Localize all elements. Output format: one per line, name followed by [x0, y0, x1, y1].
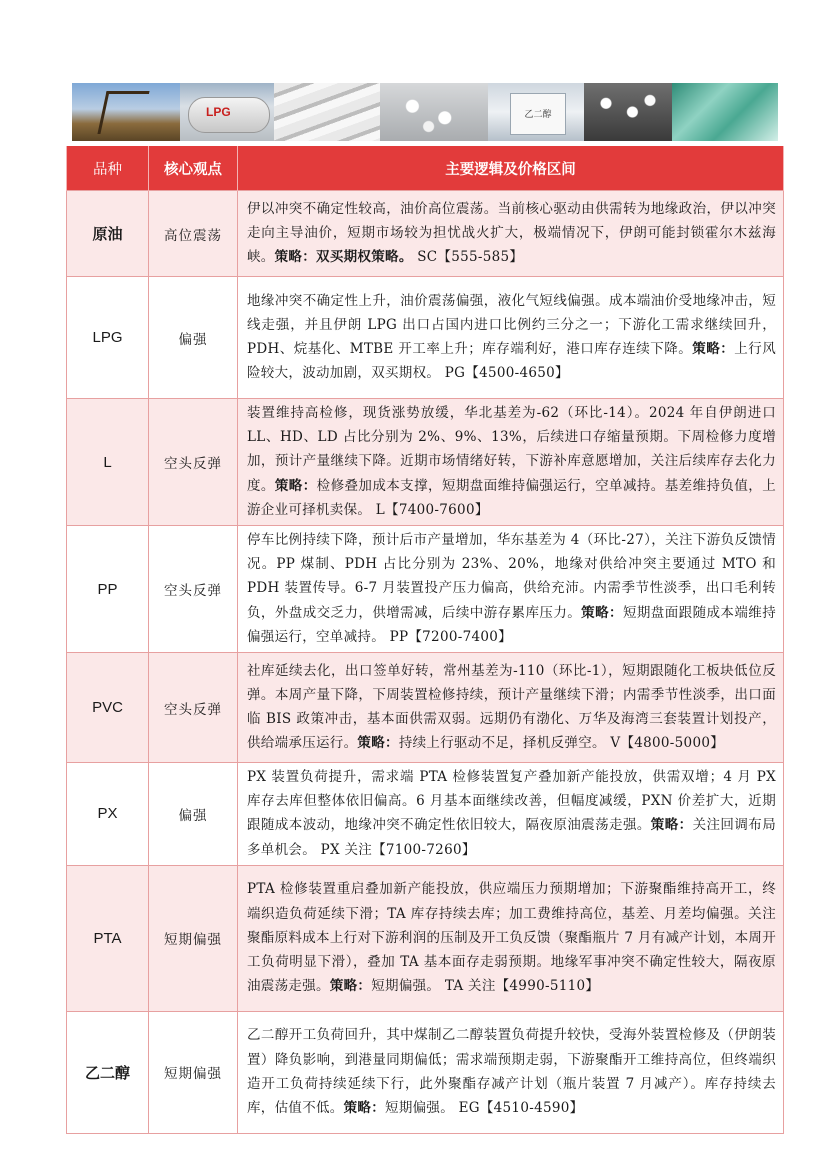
- price-range: V【4800-5000】: [610, 735, 725, 752]
- strategy-label: 策略：: [357, 735, 399, 752]
- product-cell: 原油: [67, 191, 149, 277]
- logic-text: 伊以冲突不确定性较高，油价高位震荡。当前核心驱动由供需转为地缘政治，伊以冲突走向主导油价，短期市场较为担忧战火扩大，极端情况下，伊朗可能封锁霍尔木兹海峡。: [247, 200, 776, 266]
- price-range: SC【555-585】: [417, 249, 524, 266]
- logic-cell: [238, 526, 784, 653]
- strategy-label: 策略：: [650, 817, 693, 834]
- ethylene-glycol-bag-image: [488, 83, 584, 141]
- table-row: [67, 865, 784, 1011]
- table-row: [67, 399, 784, 526]
- price-range: EG【4510-4590】: [458, 1100, 584, 1117]
- strategy-label: 策略：: [274, 477, 317, 494]
- product-cell: PP: [67, 526, 149, 653]
- core-view-cell: 空头反弹: [149, 653, 238, 763]
- strategy-text: 双买期权策略。: [316, 249, 413, 266]
- strategy-text: 上行风险较大，波动加剧，双买期权。: [247, 341, 776, 382]
- price-range: TA 关注【4990-5110】: [444, 978, 600, 995]
- table-row: [67, 653, 784, 763]
- core-view-cell: 空头反弹: [149, 526, 238, 653]
- header-logic-range: 主要逻辑及价格区间: [238, 146, 784, 191]
- core-view-cell: 高位震荡: [149, 191, 238, 277]
- product-cell: LPG: [67, 277, 149, 399]
- table-row: [67, 1011, 784, 1133]
- strategy-label: 策略：: [692, 341, 735, 357]
- logic-cell: [238, 865, 784, 1011]
- strategy-label: 策略：: [329, 978, 372, 995]
- logic-cell: [238, 277, 784, 399]
- header-product: 品种: [67, 146, 149, 191]
- strategy-label: 策略：: [343, 1100, 386, 1117]
- logic-text: 社库延续去化，出口签单好转，常州基差为-110（环比-1），短期跟随化工板块低位反弹。本周产量下降，下周装置检修持续，预计产量继续下滑；内需季节性淡季，出口面临 BIS 政策冲击，基本面供需双弱。远期仍有渤化、万华及海湾三套装置计划投产，供给端承压运行。: [247, 662, 776, 752]
- strategy-text: 持续上行驱动不足，择机反弹空。: [398, 735, 606, 752]
- table-header-row: [67, 146, 784, 191]
- logic-text: 地缘冲突不确定性上升，油价震荡偏强，液化气短线偏强。成本端油价受地缘冲击，短线走强，并且伊朗 LPG 出口占国内进口比例约三分之一；下游化工需求继续回升，PDH、烷基化、MTBE 开工率上升；库存端利好，港口库存连续下降。: [247, 292, 776, 357]
- core-view-cell: 空头反弹: [149, 399, 238, 526]
- logic-text: PX 装置负荷提升，需求端 PTA 检修装置复产叠加新产能投放，供需双增；4 月 PX 库存去库但整体依旧偏高。6 月基本面继续改善，但幅度减缓，PXN 价差扩大，近期跟随成本波动，地缘冲突不确定性依旧较大，隔夜原油震荡走强。: [247, 769, 776, 834]
- logic-cell: [238, 763, 784, 866]
- strategy-text: 关注回调布局多单机会。: [247, 817, 776, 858]
- bag-label: 乙二醇: [510, 93, 566, 135]
- product-cell: PVC: [67, 653, 149, 763]
- plastic-pellets-image: [380, 83, 488, 141]
- price-range: L【7400-7600】: [375, 501, 489, 518]
- strategy-text: 短期偏强。: [371, 978, 441, 995]
- glass-sheets-image: [672, 83, 778, 141]
- product-cell: 乙二醇: [67, 1011, 149, 1133]
- price-range: PP【7200-7400】: [389, 628, 512, 645]
- logic-text: PTA 检修装置重启叠加新产能投放，供应端压力预期增加；下游聚酯维持高开工，终端织造负荷延续下滑；TA 库存持续去库；加工费维持高位，基差、月差均偏强。关注聚酯原料成本上行对下游利润的压制及开工负反馈（聚酯瓶片 7 月有减产计划，本周开工负荷明显下滑），叠加 TA 基本面存走弱预期。地缘军事冲突不确定性较大，隔夜原油震荡走强。: [247, 881, 776, 995]
- price-range: PG【4500-4650】: [444, 365, 569, 382]
- table-row: [67, 277, 784, 399]
- core-view-cell: 偏强: [149, 277, 238, 399]
- white-granules-image: [584, 83, 672, 141]
- header-banner: [72, 83, 778, 141]
- table-row: [67, 763, 784, 866]
- core-view-cell: 偏强: [149, 763, 238, 866]
- strategy-text: 检修叠加成本支撑，短期盘面维持偏强运行，空单减持。基差维持负值，上游企业可择机卖保。: [247, 477, 776, 518]
- oil-derrick-image: [72, 83, 180, 141]
- lpg-tank-image: [180, 83, 274, 141]
- table-row: [67, 526, 784, 653]
- header-core-view: 核心观点: [149, 146, 238, 191]
- logic-text: 乙二醇开工负荷回升，其中煤制乙二醇装置负荷提升较快，受海外装置检修及（伊朗装置）降负影响，到港量同期偏低；需求端预期走弱，下游聚酯开工维持高位，但终端织造开工负荷持续延续下行，此外聚酯存减产计划（瓶片装置 7 月减产）。库存持续去库，估值不低。: [247, 1027, 776, 1117]
- logic-cell: [238, 653, 784, 763]
- logic-text: 停车比例持续下降，预计后市产量增加，华东基差为 4（环比-27），关注下游负反馈情况。PP 煤制、PDH 占比分别为 23%、20%，地缘对供给冲突主要通过 MTO 和 PDH 装置传导。6-7 月装置投产压力偏高，供给充沛。内需季节性淡季，出口毛利转负，外盘成交乏力，供增需减，后续中游存累库压力。: [247, 532, 776, 621]
- product-cell: PTA: [67, 865, 149, 1011]
- logic-text: 装置维持高检修，现货涨势放缓，华北基差为-62（环比-14）。2024 年自伊朗进口 LL、HD、LD 占比分别为 2%、9%、13%，后续进口存缩量预期。下周检修力度增加，预计产量继续下降。近期市场情绪好转，下游补库意愿增加，关注后续库存去化力度。: [247, 405, 776, 494]
- commodity-table: [66, 146, 784, 1134]
- logic-cell: [238, 399, 784, 526]
- product-cell: L: [67, 399, 149, 526]
- product-cell: PX: [67, 763, 149, 866]
- strategy-text: 短期盘面跟随成本端维持偏强运行，空单减持。: [247, 604, 776, 645]
- lpg-tank-label: LPG: [206, 105, 231, 119]
- core-view-cell: 短期偏强: [149, 865, 238, 1011]
- logic-cell: [238, 1011, 784, 1133]
- strategy-text: 短期偏强。: [385, 1100, 455, 1117]
- pvc-pipes-image: [274, 83, 380, 141]
- table-row: [67, 191, 784, 277]
- logic-cell: [238, 191, 784, 277]
- core-view-cell: 短期偏强: [149, 1011, 238, 1133]
- price-range: PX 关注【7100-7260】: [320, 841, 476, 858]
- strategy-label: 策略：: [581, 604, 623, 621]
- strategy-label: 策略：: [274, 249, 317, 266]
